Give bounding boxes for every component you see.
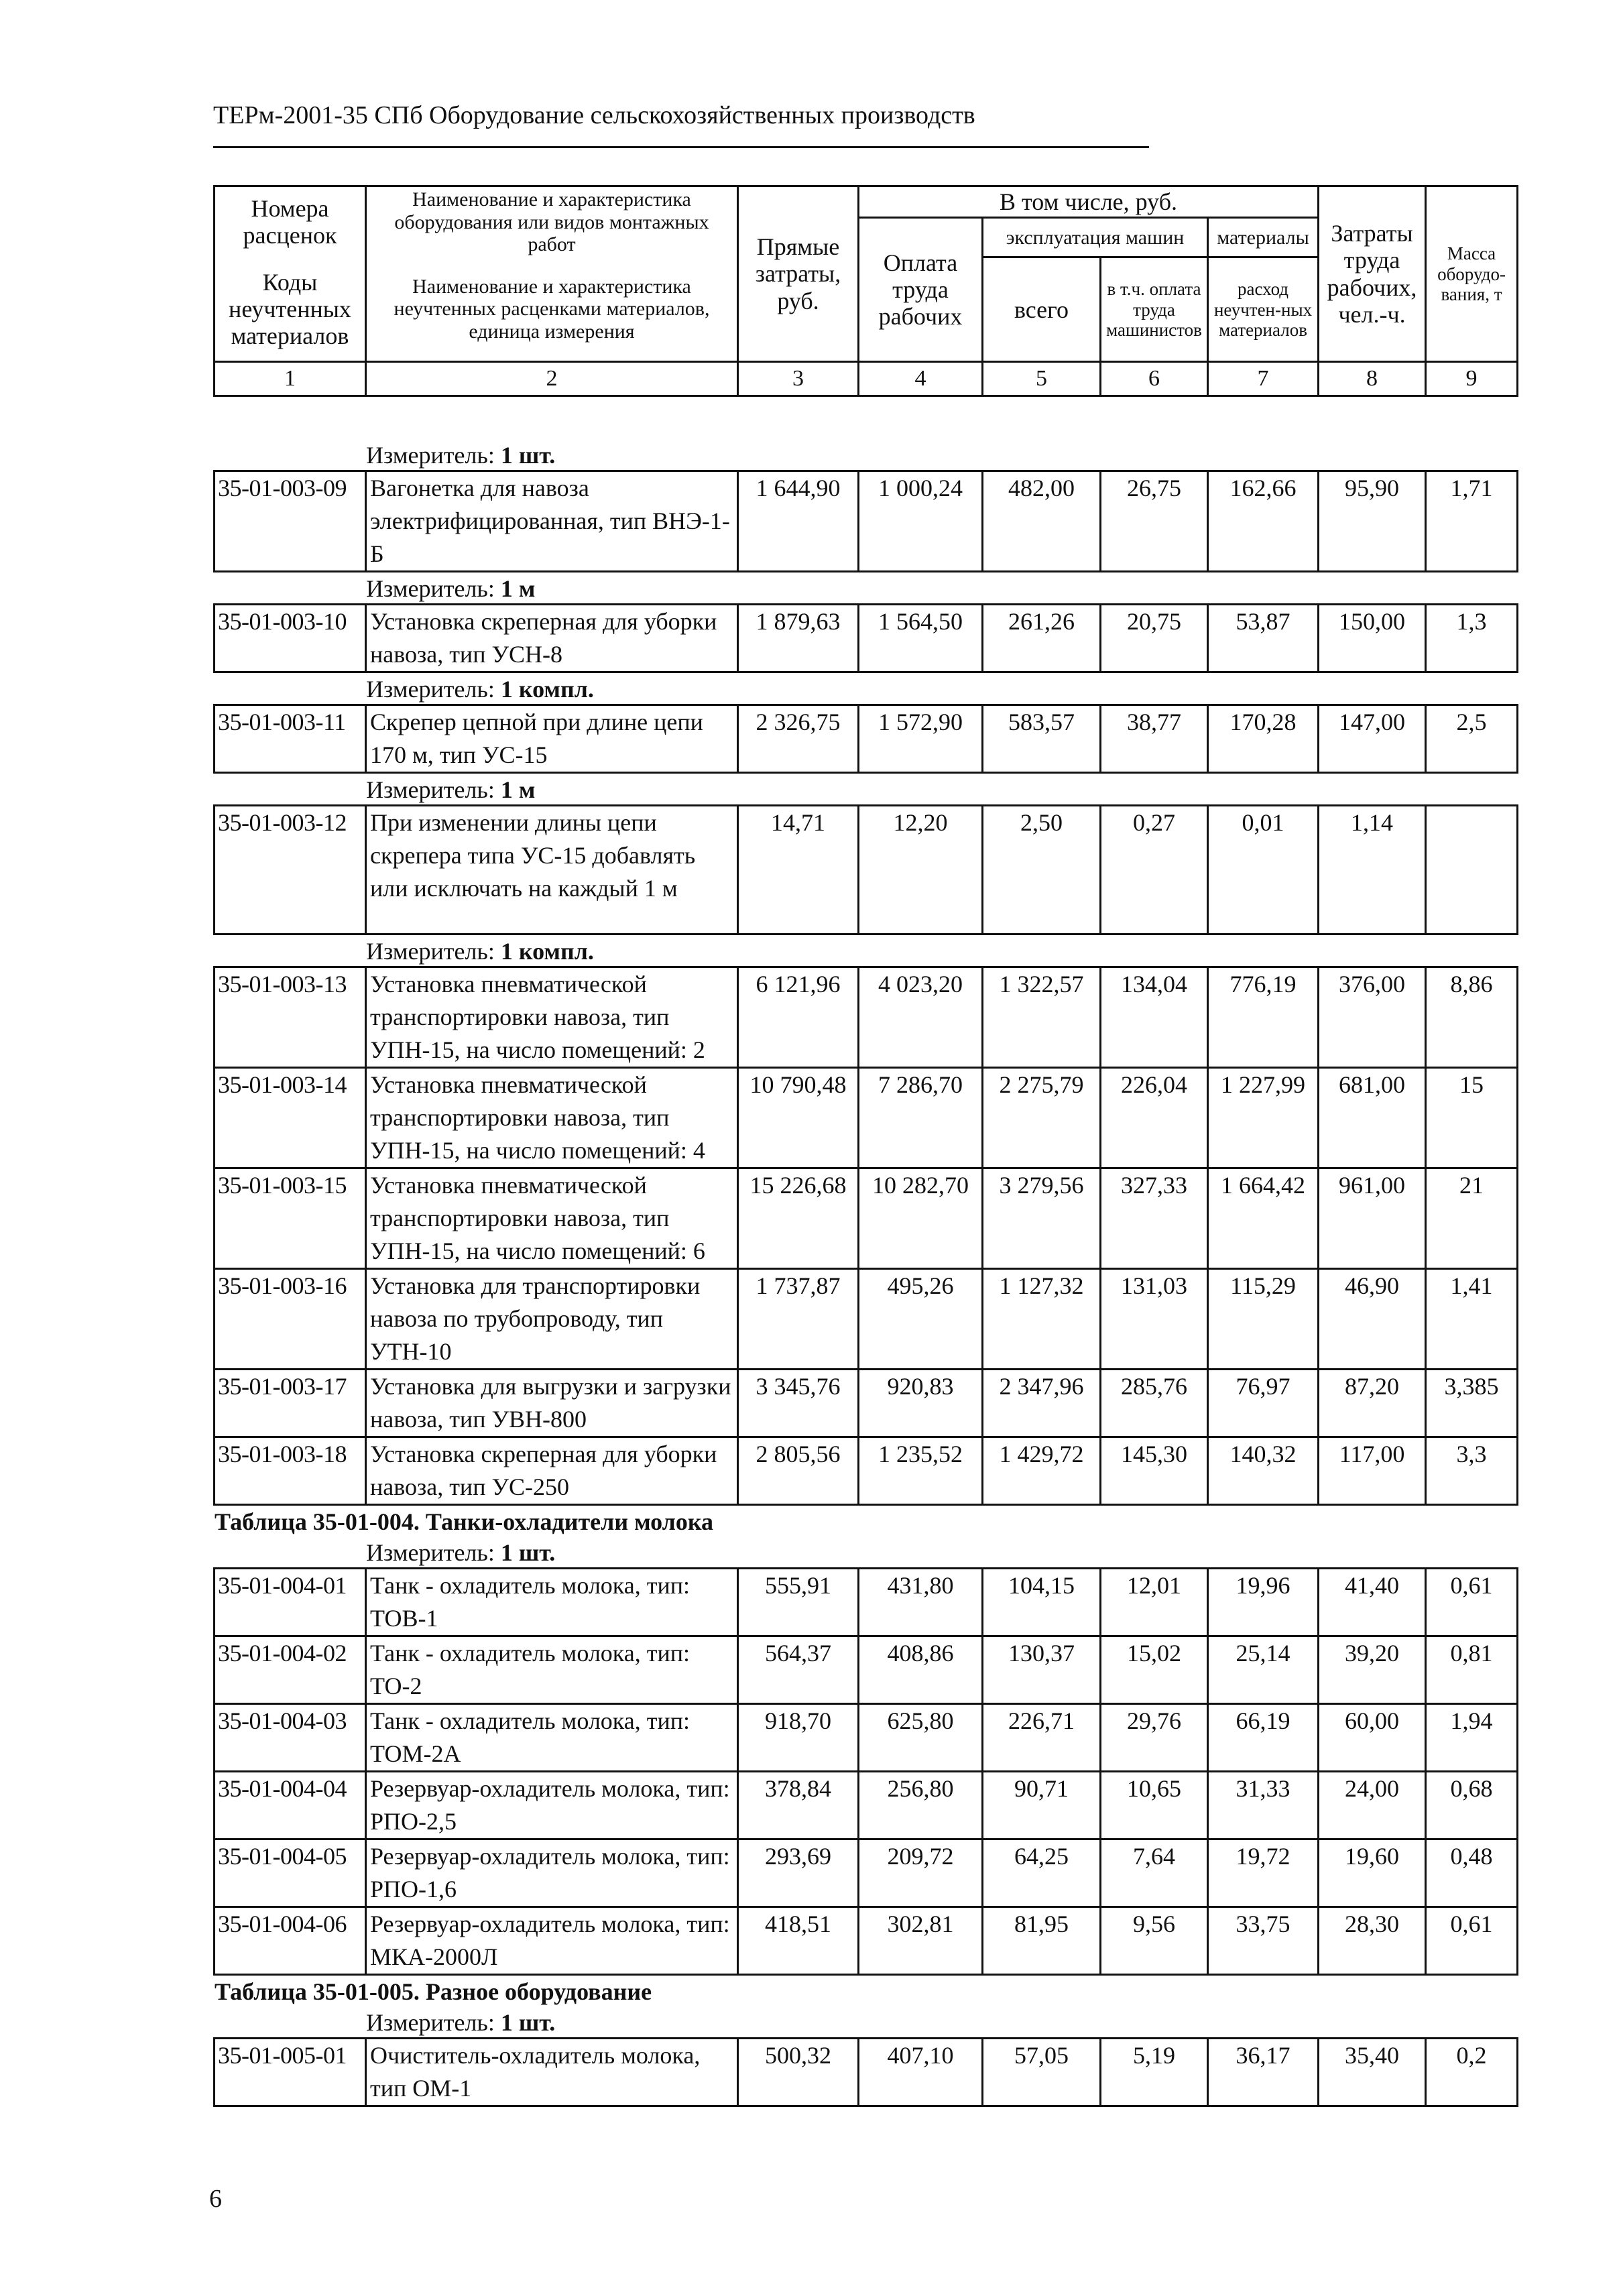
direct-costs: 15 226,68 — [738, 1168, 859, 1269]
rate-name: Резервуар-охладитель молока, тип: РПО-1,6 — [366, 1839, 738, 1907]
machinists-pay: 20,75 — [1101, 605, 1208, 672]
column-number: 9 — [1426, 362, 1518, 396]
machines-total: 90,71 — [983, 1772, 1101, 1839]
col-1-bottom-header: Коды неучтенных материалов — [215, 257, 366, 362]
direct-costs: 10 790,48 — [738, 1068, 859, 1168]
rate-name: Установка пневматической транспортировки навоза, тип УПН-15, на число помещений: 2 — [366, 967, 738, 1068]
header-rule — [213, 146, 1149, 148]
machinists-pay: 0,27 — [1101, 806, 1208, 934]
labor-hours: 150,00 — [1319, 605, 1426, 672]
table-row — [215, 705, 1518, 773]
rate-name: Установка для транспортировки навоза по трубопроводу, тип УТН-10 — [366, 1269, 738, 1370]
machines-total: 261,26 — [983, 605, 1101, 672]
materials: 53,87 — [1208, 605, 1319, 672]
machinists-pay: 145,30 — [1101, 1437, 1208, 1505]
machines-total: 2 275,79 — [983, 1068, 1101, 1168]
col-9-header: Масса оборудо-вания, т — [1426, 186, 1518, 362]
unit-of-measure: Измеритель: 1 м — [366, 575, 536, 602]
table-section-title: Таблица 35-01-004. Танки-охладители молока — [215, 1508, 714, 1535]
labor-hours: 961,00 — [1319, 1168, 1426, 1269]
materials: 0,01 — [1208, 806, 1319, 934]
rate-name: Установка для выгрузки и загрузки навоза, тип УВН-800 — [366, 1370, 738, 1437]
rates-table — [213, 603, 1518, 673]
direct-costs: 555,91 — [738, 1569, 859, 1636]
labor-pay: 12,20 — [859, 806, 983, 934]
materials: 776,19 — [1208, 967, 1319, 1068]
machines-total: 104,15 — [983, 1569, 1101, 1636]
table-section-title: Таблица 35-01-005. Разное оборудование — [215, 1978, 652, 2005]
machines-total: 2 347,96 — [983, 1370, 1101, 1437]
column-number: 8 — [1319, 362, 1426, 396]
machines-total: 1 429,72 — [983, 1437, 1101, 1505]
column-header-table — [213, 185, 1518, 397]
table-row — [215, 806, 1518, 934]
equipment-mass: 0,68 — [1426, 1772, 1518, 1839]
rate-code: 35-01-003-12 — [215, 806, 366, 934]
labor-pay: 625,80 — [859, 1704, 983, 1772]
equipment-mass: 8,86 — [1426, 967, 1518, 1068]
col-6-header: в т.ч. оплата труда машинистов — [1101, 257, 1208, 362]
rate-code: 35-01-003-15 — [215, 1168, 366, 1269]
machines-total: 130,37 — [983, 1636, 1101, 1704]
table-row — [215, 1839, 1518, 1907]
col-3-header: Прямые затраты, руб. — [738, 186, 859, 362]
rate-name: Установка скреперная для уборки навоза, тип УС-250 — [366, 1437, 738, 1505]
labor-hours: 19,60 — [1319, 1839, 1426, 1907]
direct-costs: 293,69 — [738, 1839, 859, 1907]
labor-hours: 41,40 — [1319, 1569, 1426, 1636]
equipment-mass: 1,71 — [1426, 471, 1518, 572]
direct-costs: 1 879,63 — [738, 605, 859, 672]
direct-costs: 918,70 — [738, 1704, 859, 1772]
document-header: ТЕРм-2001-35 СПб Оборудование сельскохозяйственных производств — [213, 101, 975, 129]
rate-code: 35-01-003-14 — [215, 1068, 366, 1168]
rate-code: 35-01-003-11 — [215, 705, 366, 773]
group-header-materials: материалы — [1208, 218, 1319, 257]
page-number: 6 — [209, 2185, 222, 2213]
rate-code: 35-01-004-03 — [215, 1704, 366, 1772]
machines-total: 1 322,57 — [983, 967, 1101, 1068]
labor-pay: 495,26 — [859, 1269, 983, 1370]
equipment-mass: 2,5 — [1426, 705, 1518, 773]
rate-code: 35-01-003-17 — [215, 1370, 366, 1437]
machines-total: 1 127,32 — [983, 1269, 1101, 1370]
labor-pay: 1 564,50 — [859, 605, 983, 672]
equipment-mass: 0,61 — [1426, 1907, 1518, 1975]
labor-pay: 4 023,20 — [859, 967, 983, 1068]
table-row — [215, 605, 1518, 672]
direct-costs: 2 805,56 — [738, 1437, 859, 1505]
table-row — [215, 1772, 1518, 1839]
labor-hours: 60,00 — [1319, 1704, 1426, 1772]
labor-hours: 87,20 — [1319, 1370, 1426, 1437]
direct-costs: 2 326,75 — [738, 705, 859, 773]
labor-pay: 408,86 — [859, 1636, 983, 1704]
materials: 1 227,99 — [1208, 1068, 1319, 1168]
group-header-including: В том числе, руб. — [859, 186, 1319, 218]
machinists-pay: 131,03 — [1101, 1269, 1208, 1370]
table-row — [215, 1907, 1518, 1975]
rate-code: 35-01-003-18 — [215, 1437, 366, 1505]
table-row — [215, 2039, 1518, 2106]
table-row — [215, 1168, 1518, 1269]
labor-hours: 117,00 — [1319, 1437, 1426, 1505]
direct-costs: 14,71 — [738, 806, 859, 934]
rates-table — [213, 966, 1518, 1506]
rate-code: 35-01-004-05 — [215, 1839, 366, 1907]
rates-body — [213, 439, 1516, 2107]
materials: 25,14 — [1208, 1636, 1319, 1704]
equipment-mass: 0,81 — [1426, 1636, 1518, 1704]
table-row — [215, 1437, 1518, 1505]
direct-costs: 564,37 — [738, 1636, 859, 1704]
equipment-mass: 3,3 — [1426, 1437, 1518, 1505]
labor-pay: 920,83 — [859, 1370, 983, 1437]
materials: 31,33 — [1208, 1772, 1319, 1839]
rate-name: Установка пневматической транспортировки навоза, тип УПН-15, на число помещений: 6 — [366, 1168, 738, 1269]
equipment-mass: 1,3 — [1426, 605, 1518, 672]
rate-code: 35-01-003-09 — [215, 471, 366, 572]
rate-code: 35-01-004-01 — [215, 1569, 366, 1636]
column-number: 3 — [738, 362, 859, 396]
labor-hours: 35,40 — [1319, 2039, 1426, 2106]
direct-costs: 6 121,96 — [738, 967, 859, 1068]
rate-name: Танк - охладитель молока, тип: ТОВ-1 — [366, 1569, 738, 1636]
column-number: 4 — [859, 362, 983, 396]
equipment-mass: 1,41 — [1426, 1269, 1518, 1370]
machinists-pay: 134,04 — [1101, 967, 1208, 1068]
labor-hours: 95,90 — [1319, 471, 1426, 572]
unit-of-measure: Измеритель: 1 компл. — [366, 676, 594, 703]
machinists-pay: 285,76 — [1101, 1370, 1208, 1437]
materials: 115,29 — [1208, 1269, 1319, 1370]
labor-pay: 407,10 — [859, 2039, 983, 2106]
materials: 36,17 — [1208, 2039, 1319, 2106]
unit-of-measure: Измеритель: 1 шт. — [366, 2009, 556, 2036]
machinists-pay: 12,01 — [1101, 1569, 1208, 1636]
machines-total: 81,95 — [983, 1907, 1101, 1975]
unit-of-measure: Измеритель: 1 шт. — [366, 442, 556, 469]
labor-hours: 46,90 — [1319, 1269, 1426, 1370]
rate-name: Установка пневматической транспортировки навоза, тип УПН-15, на число помещений: 4 — [366, 1068, 738, 1168]
labor-pay: 1 572,90 — [859, 705, 983, 773]
equipment-mass: 0,48 — [1426, 1839, 1518, 1907]
table-row — [215, 1269, 1518, 1370]
labor-pay: 256,80 — [859, 1772, 983, 1839]
col-5-header: всего — [983, 257, 1101, 362]
rate-code: 35-01-003-13 — [215, 967, 366, 1068]
materials: 162,66 — [1208, 471, 1319, 572]
labor-pay: 7 286,70 — [859, 1068, 983, 1168]
materials: 170,28 — [1208, 705, 1319, 773]
labor-hours: 681,00 — [1319, 1068, 1426, 1168]
materials: 140,32 — [1208, 1437, 1319, 1505]
machines-total: 226,71 — [983, 1704, 1101, 1772]
table-row — [215, 471, 1518, 572]
direct-costs: 378,84 — [738, 1772, 859, 1839]
rates-table — [213, 470, 1518, 572]
column-number: 5 — [983, 362, 1101, 396]
rate-name: Установка скреперная для уборки навоза, тип УСН-8 — [366, 605, 738, 672]
rate-code: 35-01-004-02 — [215, 1636, 366, 1704]
table-row — [215, 1370, 1518, 1437]
labor-pay: 1 000,24 — [859, 471, 983, 572]
col-8-header: Затраты труда рабочих, чел.-ч. — [1319, 186, 1426, 362]
direct-costs: 1 644,90 — [738, 471, 859, 572]
rate-code: 35-01-003-16 — [215, 1269, 366, 1370]
unit-of-measure: Измеритель: 1 м — [366, 776, 536, 803]
equipment-mass: 15 — [1426, 1068, 1518, 1168]
machines-total: 3 279,56 — [983, 1168, 1101, 1269]
machinists-pay: 38,77 — [1101, 705, 1208, 773]
machines-total: 583,57 — [983, 705, 1101, 773]
labor-hours: 1,14 — [1319, 806, 1426, 934]
equipment-mass: 3,385 — [1426, 1370, 1518, 1437]
rate-name: Резервуар-охладитель молока, тип: РПО-2,5 — [366, 1772, 738, 1839]
direct-costs: 418,51 — [738, 1907, 859, 1975]
machinists-pay: 15,02 — [1101, 1636, 1208, 1704]
machinists-pay: 7,64 — [1101, 1839, 1208, 1907]
materials: 19,96 — [1208, 1569, 1319, 1636]
col-1-top-header: Номера расценок — [215, 186, 366, 257]
direct-costs: 3 345,76 — [738, 1370, 859, 1437]
rates-table — [213, 804, 1518, 935]
materials: 19,72 — [1208, 1839, 1319, 1907]
machines-total: 57,05 — [983, 2039, 1101, 2106]
rate-name: Танк - охладитель молока, тип: ТО-2 — [366, 1636, 738, 1704]
labor-pay: 209,72 — [859, 1839, 983, 1907]
machinists-pay: 10,65 — [1101, 1772, 1208, 1839]
equipment-mass: 21 — [1426, 1168, 1518, 1269]
table-row — [215, 1569, 1518, 1636]
machinists-pay: 26,75 — [1101, 471, 1208, 572]
materials: 76,97 — [1208, 1370, 1319, 1437]
group-header-machines: эксплуатация машин — [983, 218, 1208, 257]
materials: 1 664,42 — [1208, 1168, 1319, 1269]
rate-code: 35-01-004-06 — [215, 1907, 366, 1975]
unit-of-measure: Измеритель: 1 компл. — [366, 938, 594, 965]
labor-pay: 10 282,70 — [859, 1168, 983, 1269]
table-row — [215, 1068, 1518, 1168]
column-number: 1 — [215, 362, 366, 396]
table-row — [215, 1704, 1518, 1772]
rate-name: Резервуар-охладитель молока, тип: МКА-2000Л — [366, 1907, 738, 1975]
column-number: 6 — [1101, 362, 1208, 396]
labor-hours: 24,00 — [1319, 1772, 1426, 1839]
equipment-mass: 0,61 — [1426, 1569, 1518, 1636]
equipment-mass: 1,94 — [1426, 1704, 1518, 1772]
machinists-pay: 5,19 — [1101, 2039, 1208, 2106]
column-number: 2 — [366, 362, 738, 396]
column-number: 7 — [1208, 362, 1319, 396]
rates-table — [213, 704, 1518, 774]
col-4-header: Оплата труда рабочих — [859, 218, 983, 362]
labor-pay: 431,80 — [859, 1569, 983, 1636]
machines-total: 482,00 — [983, 471, 1101, 572]
rate-code: 35-01-005-01 — [215, 2039, 366, 2106]
labor-hours: 147,00 — [1319, 705, 1426, 773]
machinists-pay: 9,56 — [1101, 1907, 1208, 1975]
labor-hours: 28,30 — [1319, 1907, 1426, 1975]
rates-table — [213, 2037, 1518, 2107]
materials: 33,75 — [1208, 1907, 1319, 1975]
rates-table — [213, 1567, 1518, 1976]
col-2-bottom-header: Наименование и характеристика неучтенных расценками материалов, единица измерения — [366, 257, 738, 362]
equipment-mass — [1426, 806, 1518, 934]
labor-hours: 39,20 — [1319, 1636, 1426, 1704]
rate-name: Вагонетка для навоза электрифицированная, тип ВНЭ-1-Б — [366, 471, 738, 572]
rate-code: 35-01-004-04 — [215, 1772, 366, 1839]
rate-code: 35-01-003-10 — [215, 605, 366, 672]
table-row — [215, 1636, 1518, 1704]
col-2-top-header: Наименование и характеристика оборудования или видов монтажных работ — [366, 186, 738, 257]
rate-name: Танк - охладитель молока, тип: ТОМ-2А — [366, 1704, 738, 1772]
unit-of-measure: Измеритель: 1 шт. — [366, 1539, 556, 1566]
machinists-pay: 327,33 — [1101, 1168, 1208, 1269]
machines-total: 2,50 — [983, 806, 1101, 934]
machinists-pay: 29,76 — [1101, 1704, 1208, 1772]
labor-hours: 376,00 — [1319, 967, 1426, 1068]
direct-costs: 1 737,87 — [738, 1269, 859, 1370]
table-row — [215, 967, 1518, 1068]
labor-pay: 1 235,52 — [859, 1437, 983, 1505]
machines-total: 64,25 — [983, 1839, 1101, 1907]
rate-name: Скрепер цепной при длине цепи 170 м, тип УС-15 — [366, 705, 738, 773]
materials: 66,19 — [1208, 1704, 1319, 1772]
rate-name: Очиститель-охладитель молока, тип ОМ-1 — [366, 2039, 738, 2106]
col-7-header: расход неучтен-ных материалов — [1208, 257, 1319, 362]
rate-name: При изменении длины цепи скрепера типа УС-15 добавлять или исключать на каждый 1 м — [366, 806, 738, 934]
direct-costs: 500,32 — [738, 2039, 859, 2106]
machinists-pay: 226,04 — [1101, 1068, 1208, 1168]
labor-pay: 302,81 — [859, 1907, 983, 1975]
equipment-mass: 0,2 — [1426, 2039, 1518, 2106]
